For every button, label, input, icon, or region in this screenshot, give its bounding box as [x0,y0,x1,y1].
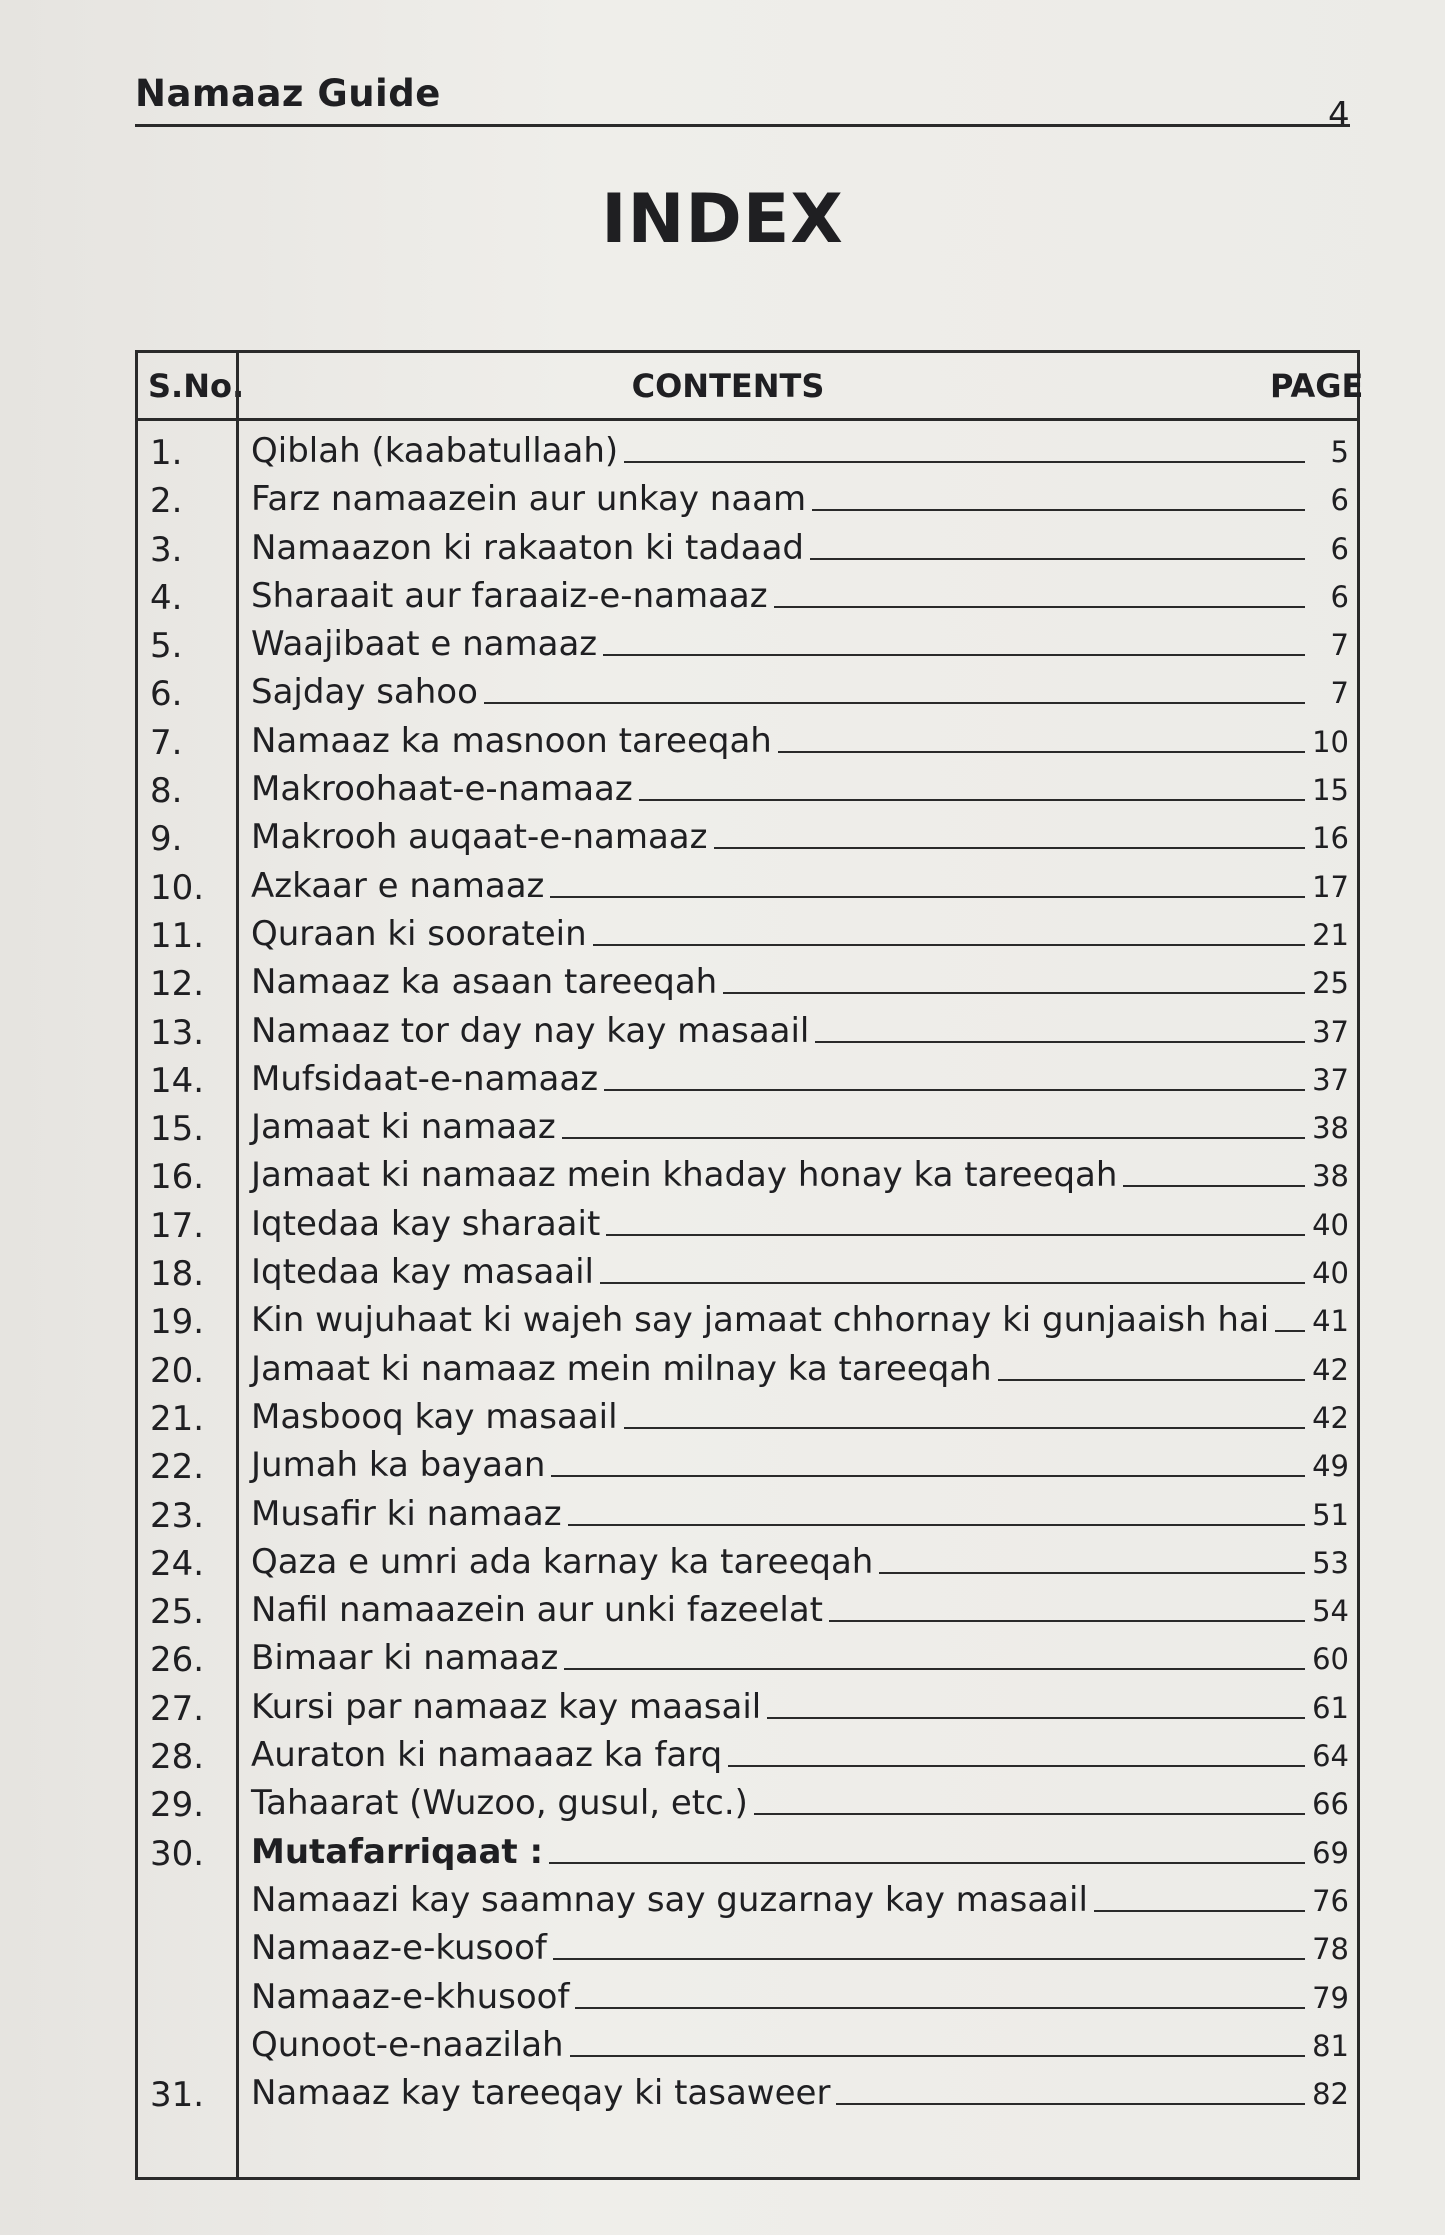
dot-leader-line [551,1475,1305,1477]
dot-leader-line [570,2055,1305,2057]
row-serial-number: 4. [150,577,183,618]
table-row [138,2019,1357,2067]
table-row [138,1053,1357,1101]
row-serial-number: 8. [150,771,183,812]
row-title: Musafir ki namaaz [251,1493,562,1534]
table-row [138,522,1357,570]
table-row [138,1198,1357,1246]
dot-leader-line [606,1234,1305,1236]
book-title: Namaaz Guide [135,72,441,115]
row-title: Namaaz ka masnoon tareeqah [251,720,772,761]
row-title: Qaza e umri ada karnay ka tareeqah [251,1541,874,1582]
row-page-number: 51 [1312,1497,1349,1532]
dot-leader-line [879,1572,1305,1574]
table-rows [138,425,1357,2115]
row-page-number: 61 [1312,1690,1349,1725]
row-serial-number: 13. [150,1012,205,1053]
dot-leader-line [624,1427,1305,1429]
dot-leader-line [714,847,1305,849]
table-row [138,1922,1357,1970]
row-title: Farz namaazein aur unkay naam [251,479,807,520]
row-page-number: 37 [1312,1062,1349,1097]
table-row [138,1971,1357,2019]
row-page-number: 37 [1312,1014,1349,1049]
dot-leader-line [600,1282,1305,1284]
table-row [138,570,1357,618]
row-title: Nafil namaazein aur unki fazeelat [251,1590,823,1631]
row-page-number: 69 [1312,1835,1349,1870]
row-title: Namaaz-e-khusoof [251,1976,570,2017]
row-page-number: 53 [1312,1545,1349,1580]
row-serial-number: 20. [150,1350,205,1391]
row-page-number: 7 [1330,676,1349,711]
row-title: Tahaarat (Wuzoo, gusul, etc.) [251,1783,748,1824]
row-title: Qunoot-e-naazilah [251,2024,564,2065]
row-page-number: 25 [1312,966,1349,1001]
dot-leader-line [562,1137,1305,1139]
row-title: Sharaait aur faraaiz-e-namaaz [251,575,768,616]
row-page-number: 81 [1312,2028,1349,2063]
table-row [138,666,1357,714]
table-row [138,1729,1357,1777]
dot-leader-line [1094,1910,1305,1912]
dot-leader-line [728,1765,1305,1767]
dot-leader-line [564,1668,1305,1670]
row-serial-number: 1. [150,433,183,473]
table-row [138,908,1357,956]
dot-leader-line [754,1813,1305,1815]
row-title: Jumah ka bayaan [251,1445,546,1486]
row-page-number: 41 [1312,1304,1349,1339]
row-title: Iqtedaa kay masaail [251,1252,595,1293]
row-page-number: 40 [1312,1256,1349,1291]
row-page-number: 78 [1312,1932,1349,1967]
row-page-number: 15 [1312,773,1349,808]
row-page-number: 82 [1312,2077,1349,2112]
row-serial-number: 29. [150,1785,205,1826]
row-page-number: 6 [1330,483,1349,518]
row-page-number: 38 [1312,1111,1349,1146]
row-title: Jamaat ki namaaz [251,1107,556,1148]
row-page-number: 38 [1312,1159,1349,1194]
table-row [138,715,1357,763]
dot-leader-line [603,654,1305,656]
row-serial-number: 28. [150,1737,205,1778]
dot-leader-line [550,896,1305,898]
row-title: Bimaar ki namaaz [251,1638,559,1679]
row-page-number: 7 [1330,628,1349,663]
row-page-number: 49 [1312,1449,1349,1484]
row-page-number: 42 [1312,1400,1349,1435]
row-serial-number: 7. [150,722,183,763]
table-row [138,1777,1357,1825]
row-serial-number: 24. [150,1543,205,1584]
dot-leader-line [553,1958,1305,1960]
row-serial-number: 26. [150,1640,205,1681]
table-row [138,1294,1357,1342]
row-title: Namaazi kay saamnay say guzarnay kay masaail [251,1879,1088,1920]
page-number: 4 [1328,95,1350,135]
row-serial-number: 23. [150,1495,205,1536]
table-row [138,1343,1357,1391]
row-serial-number: 12. [150,964,205,1005]
row-page-number: 6 [1330,579,1349,614]
row-serial-number: 16. [150,1157,205,1198]
table-row [138,1826,1357,1874]
row-page-number: 21 [1312,917,1349,952]
row-page-number: 60 [1312,1642,1349,1677]
dot-leader-line [639,799,1305,801]
row-serial-number: 10. [150,867,205,908]
column-header-contents: CONTENTS [631,366,825,405]
dot-leader-line [723,992,1305,994]
dot-leader-line [604,1089,1305,1091]
index-heading: INDEX [601,180,844,259]
dot-leader-line [767,1717,1305,1719]
dot-leader-line [778,751,1305,753]
row-serial-number: 17. [150,1205,205,1246]
row-serial-number: 3. [150,529,183,570]
dot-leader-line [774,606,1305,608]
row-title: Namaazon ki rakaaton ki tadaad [251,527,805,568]
row-title: Waajibaat e namaaz [251,624,598,665]
row-title: Makroohaat-e-namaaz [251,769,633,810]
row-page-number: 40 [1312,1207,1349,1242]
row-serial-number: 9. [150,819,183,860]
row-page-number: 42 [1312,1352,1349,1387]
table-row [138,1101,1357,1149]
dot-leader-line [836,2103,1305,2105]
row-page-number: 79 [1312,1980,1349,2015]
row-serial-number: 5. [150,626,183,667]
row-serial-number: 6. [150,674,183,715]
row-title: Namaaz-e-kusoof [251,1928,547,1969]
row-title: Namaaz tor day nay kay masaail [251,1010,810,1051]
row-serial-number: 11. [150,915,205,956]
contents-table [135,350,1364,2180]
row-page-number: 64 [1312,1739,1349,1774]
table-row [138,956,1357,1004]
row-title: Kin wujuhaat ki wajeh say jamaat chhornay ki gunjaaish hai [251,1300,1270,1341]
row-title: Namaaz kay tareeqay ki tasaweer [251,2073,831,2114]
table-row [138,1681,1357,1729]
row-title: Auraton ki namaaaz ka farq [251,1735,723,1776]
table-row [138,1149,1357,1197]
row-page-number: 5 [1330,435,1349,469]
dot-leader-line [1123,1185,1305,1187]
dot-leader-line [812,509,1305,511]
row-serial-number: 27. [150,1688,205,1729]
row-title: Iqtedaa kay sharaait [251,1203,601,1244]
table-row [138,1874,1357,1922]
table-row [138,473,1357,521]
row-serial-number: 21. [150,1398,205,1439]
row-page-number: 6 [1330,531,1349,566]
row-serial-number: 14. [150,1060,205,1101]
row-title: Namaaz ka asaan tareeqah [251,962,718,1003]
row-title: Mutafarriqaat : [251,1831,544,1872]
dot-leader-line [549,1862,1305,1864]
table-row [138,1005,1357,1053]
row-title: Kursi par namaaz kay maasail [251,1686,762,1727]
row-title: Jamaat ki namaaz mein milnay ka tareeqah [251,1348,992,1389]
dot-leader-line [815,1041,1305,1043]
dot-leader-line [624,461,1305,463]
row-serial-number: 31. [150,2075,205,2116]
row-page-number: 54 [1312,1594,1349,1629]
column-header-page: PAGE [1270,366,1364,405]
row-serial-number: 30. [150,1833,205,1874]
dot-leader-line [593,944,1305,946]
row-title: Qiblah (kaabatullaah) [251,431,619,471]
table-row [138,1584,1357,1632]
row-serial-number: 18. [150,1254,205,1295]
row-page-number: 66 [1312,1787,1349,1822]
header-divider [135,124,1350,127]
table-row [138,618,1357,666]
row-page-number: 10 [1312,724,1349,759]
table-row [138,1488,1357,1536]
row-title: Mufsidaat-e-namaaz [251,1058,599,1099]
table-row [138,1439,1357,1487]
table-row [138,1632,1357,1680]
dot-leader-line [568,1524,1305,1526]
row-serial-number: 2. [150,481,183,522]
row-page-number: 17 [1312,869,1349,904]
table-row [138,1391,1357,1439]
row-title: Quraan ki sooratein [251,913,587,954]
column-header-sno: S.No. [148,366,245,405]
table-row [138,2067,1357,2115]
table-row [138,1246,1357,1294]
dot-leader-line [575,2007,1305,2009]
row-serial-number: 15. [150,1109,205,1150]
row-serial-number: 19. [150,1302,205,1343]
row-title: Jamaat ki namaaz mein khaday honay ka tareeqah [251,1155,1118,1196]
row-title: Masbooq kay masaail [251,1396,618,1437]
row-title: Makrooh auqaat-e-namaaz [251,817,708,858]
row-serial-number: 25. [150,1592,205,1633]
table-row [138,425,1357,473]
table-row [138,860,1357,908]
table-header-divider [138,418,1357,421]
table-row [138,1536,1357,1584]
row-title: Azkaar e namaaz [251,865,545,906]
row-title: Sajday sahoo [251,672,478,713]
table-row [138,763,1357,811]
table-row [138,811,1357,859]
dot-leader-line [810,558,1305,560]
dot-leader-line [998,1379,1305,1381]
dot-leader-line [829,1620,1305,1622]
row-page-number: 16 [1312,821,1349,856]
row-page-number: 76 [1312,1883,1349,1918]
dot-leader-line [484,702,1305,704]
row-serial-number: 22. [150,1447,205,1488]
